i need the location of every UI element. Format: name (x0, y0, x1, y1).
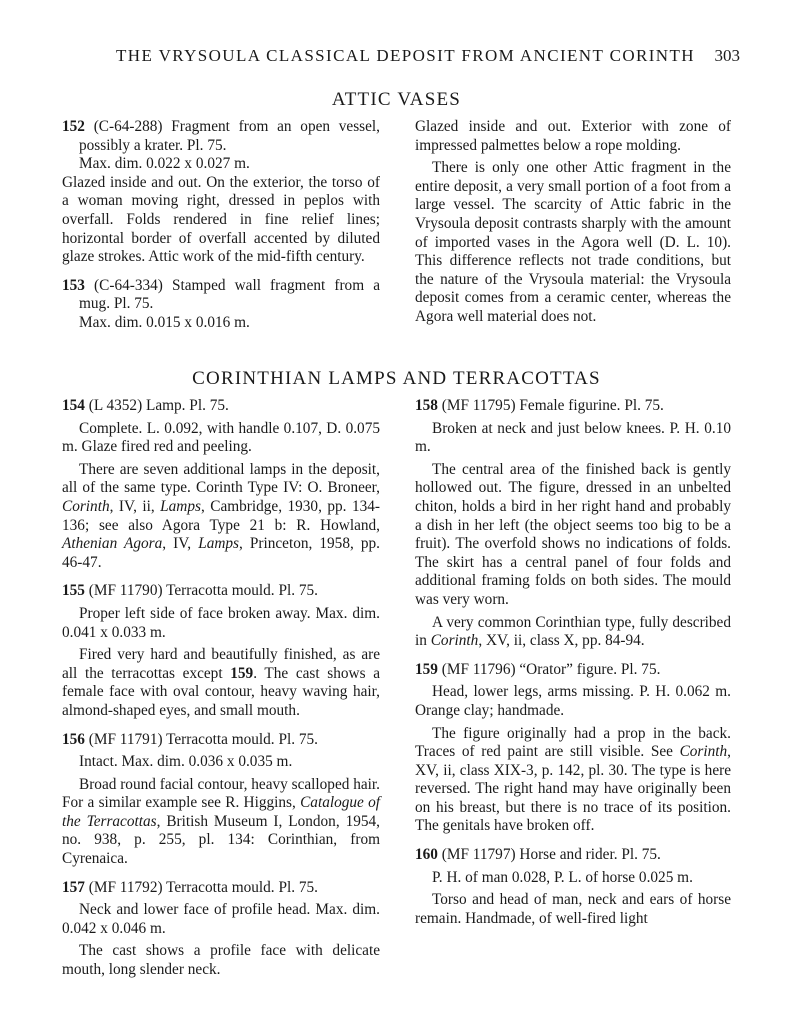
entry-description: Broken at neck and just below knees. P. H. 0.10 m. (415, 419, 731, 456)
text-run: . The cast shows a female face with oval contour, heavy waving hair, almond-shaped eyes, and small mouth. (62, 664, 381, 719)
text-run: The figure originally had a prop in the back. Traces of red paint are still visible. See (415, 724, 731, 761)
catalog-entry-156 (62, 731, 380, 750)
page-header (60, 47, 740, 69)
text-run: , British Museum I, London, 1954, no. 938, p. 255, pl. 134: Corinthian, from Cyrenaica. (62, 812, 380, 868)
entry-heading: (C-64-334) Stamped wall fragment from a mug. Pl. 75. (79, 276, 380, 313)
entry-heading: (MF 11791) Terracotta mould. Pl. 75. (84, 730, 318, 748)
entry-commentary (62, 461, 380, 573)
entry-commentary (62, 646, 380, 720)
catalog-entry-152 (62, 118, 380, 155)
entry-heading: (MF 11796) “Orator” figure. Pl. 75. (437, 660, 661, 678)
entry-commentary (62, 776, 380, 869)
entry-heading: (MF 11797) Horse and rider. Pl. 75. (437, 846, 661, 864)
text-run: Fired very hard and beautifully finished, as are all the terracottas except (62, 646, 380, 682)
entry-commentary: The central area of the finished back is gently hollowed out. The figure, dressed in an unbelted chiton, holds a bird in her right hand and probably a dish in her left (the object seems too big to be a fruit). The overfold shows no indications of folds. The skirt has a central panel of four folds and additional framing folds on both sides. The mould was very worn. (415, 460, 731, 608)
citation-title: Corinth (679, 743, 728, 761)
entry-number: 152 (62, 118, 85, 135)
entry-heading: (MF 11790) Terracotta mould. Pl. 75. (84, 582, 318, 600)
citation-title: Corinth (430, 632, 479, 650)
entry-dimensions: Max. dim. 0.022 x 0.027 m. (79, 155, 250, 173)
entry-description: Intact. Max. dim. 0.036 x 0.035 m. (79, 753, 293, 771)
entry-number: 155 (62, 582, 85, 600)
entry-description: Head, lower legs, arms missing. P. H. 0.062 m. Orange clay; handmade. (415, 683, 731, 719)
entry-description: Neck and lower face of profile head. Max. dim. 0.042 x 0.046 m. (62, 901, 380, 937)
section-title-attic-vases: ATTIC VASES (331, 89, 462, 110)
section-title-corinthian-lamps: CORINTHIAN LAMPS AND TERRACOTTAS (192, 368, 601, 389)
catalog-entry-153 (62, 277, 380, 314)
text-run: , IV, (162, 535, 199, 553)
citation-title: Corinth (62, 497, 110, 515)
corinthian-left-column (62, 397, 380, 980)
entry-description: Complete. L. 0.092, with handle 0.107, D. 0.075 m. Glaze fired red and peeling. (62, 419, 380, 456)
entry-description: P. H. of man 0.028, P. L. of horse 0.025 m. (432, 868, 693, 886)
text-run: , Cambridge, 1930, pp. 134-136; see also Agora Type 21 b: R. Howland, (62, 497, 380, 534)
running-title: THE VRYSOULA CLASSICAL DEPOSIT FROM ANCIENT CORINTH (116, 46, 695, 65)
catalog-entry-158 (415, 397, 731, 416)
entry-heading: (MF 11792) Terracotta mould. Pl. 75. (84, 878, 318, 896)
entry-number: 159 (415, 660, 438, 678)
catalog-entry-155 (62, 582, 380, 601)
text-run: A very common Corinthian type, fully described in (415, 613, 731, 650)
page-number: 303 (714, 46, 740, 65)
entry-heading: (MF 11795) Female figurine. Pl. 75. (437, 397, 664, 414)
entry-number: 153 (62, 276, 85, 294)
entry-number: 156 (62, 730, 85, 748)
catalog-entry-154 (62, 397, 380, 416)
citation-title: Catalogue of the Terracottas (62, 794, 381, 830)
entry-commentary: The cast shows a profile face with delicate mouth, long slender neck. (62, 942, 380, 979)
entry-heading: (L 4352) Lamp. Pl. 75. (84, 397, 229, 414)
text-run: , XV, ii, class XIX-3, p. 142, pl. 30. The type is here reversed. The right hand may have originally been on his breast, but there is no trace of its position. The genitals have broken off. (415, 743, 731, 835)
attic-left-column (62, 118, 380, 333)
entry-description: Glazed inside and out. Exterior with zone of impressed palmettes below a rope molding. (415, 118, 731, 154)
entry-heading: (C-64-288) Fragment from an open vessel, possibly a krater. Pl. 75. (79, 118, 380, 154)
catalog-entry-159 (415, 661, 731, 680)
entry-number: 158 (415, 397, 438, 414)
body-paragraph: There is only one other Attic fragment in the entire deposit, a very small portion of a foot from a large vessel. The scarcity of Attic fabric in the Vrysoula deposit contrasts sharply with the amount of imported vases in the Agora well (D. L. 10). This difference reflects not trade conditions, but the nature of the Vrysoula material: the Vrysoula deposit comes from a ceramic center, whereas the Agora well material does not. (415, 159, 731, 325)
text-run: , Princeton, 1958, pp. 46-47. (62, 535, 380, 571)
text-run: , XV, ii, class X, pp. 84-94. (478, 632, 645, 650)
text-run: There are seven additional lamps in the deposit, all of the same type. Corinth Type IV: O. Broneer, (62, 460, 380, 497)
attic-right-column (415, 118, 731, 327)
citation-title: Athenian Agora (62, 535, 163, 553)
citation-title: Lamps (160, 497, 201, 515)
entry-number: 160 (415, 846, 438, 864)
entry-commentary: Torso and head of man, neck and ears of horse remain. Handmade, of well-fired light (415, 891, 731, 927)
catalog-entry-160 (415, 846, 731, 865)
entry-description: Glazed inside and out. On the exterior, the torso of a woman moving right, dressed in peplos with overfall. Folds rendered in fine relief lines; horizontal border of overfall accented by diluted glaze strokes. Attic work of the mid-fifth century. (62, 173, 380, 266)
corinthian-right-column (415, 397, 731, 928)
entry-dimensions: Max. dim. 0.015 x 0.016 m. (79, 313, 250, 331)
entry-commentary (415, 725, 731, 837)
citation-title: Lamps (198, 535, 239, 553)
catalog-entry-157 (62, 879, 380, 898)
entry-commentary (415, 614, 731, 651)
entry-description: Proper left side of face broken away. Max. dim. 0.041 x 0.033 m. (62, 604, 380, 641)
entry-number: 154 (62, 397, 85, 414)
text-run: , IV, ii, (109, 497, 161, 515)
text-run: Broad round facial contour, heavy scalloped hair. For a similar example see R. Higgins, (62, 775, 380, 812)
entry-number: 157 (62, 878, 85, 896)
entry-reference: 159 (230, 664, 254, 682)
